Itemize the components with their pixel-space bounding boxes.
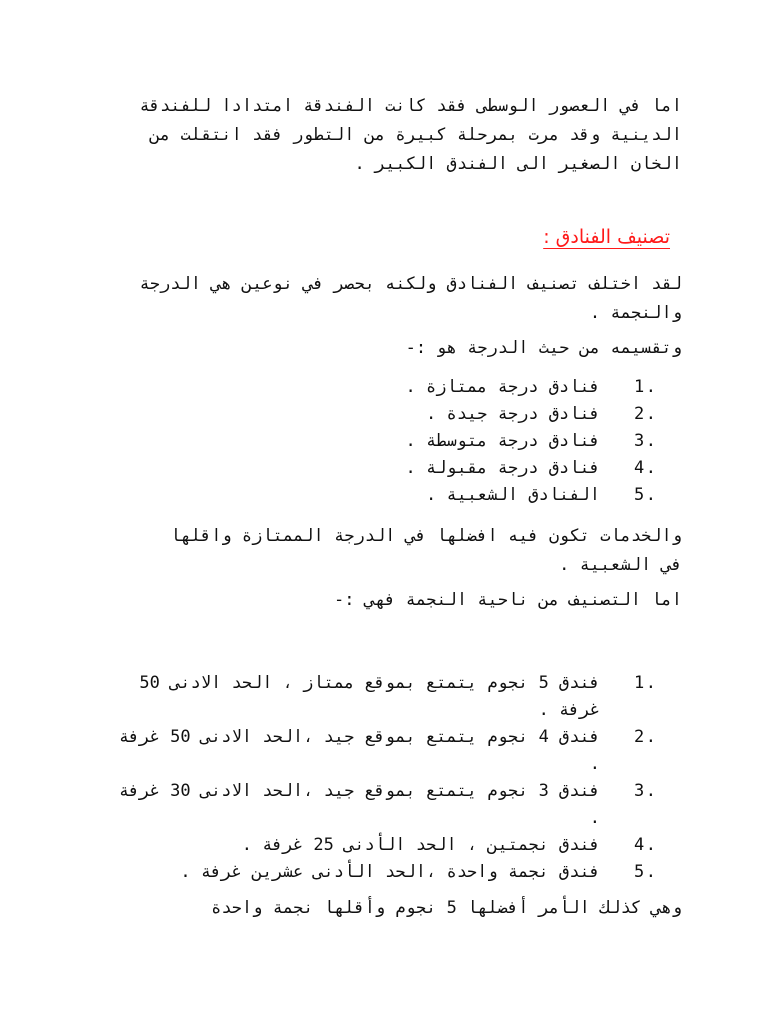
list-item xyxy=(92,832,682,859)
list-text: فندق نجمة واحدة ،الحد الأدنى عشرين غرفة . xyxy=(180,862,600,882)
list-number: 5. xyxy=(634,485,658,505)
list-text: فنادق درجة متوسطة . xyxy=(405,431,600,451)
list-number: 4. xyxy=(634,835,658,855)
list-number: 4. xyxy=(634,458,658,478)
list-text: فنادق درجة مقبولة . xyxy=(405,458,600,478)
list-item xyxy=(406,374,682,401)
list-number: 3. xyxy=(634,781,658,801)
closing-line: وهي كذلك الأمر أفضلها 5 نجوم وأقلها نجمة واحدة xyxy=(211,898,682,918)
list-item xyxy=(92,778,682,832)
list-text: فندق 4 نجوم يتمتع بموقع جيد ،الحد الادنى 50 غرفة . xyxy=(118,727,600,774)
list-item xyxy=(92,724,682,778)
list-item xyxy=(92,670,682,724)
list-text: فنادق درجة جيدة . xyxy=(426,404,600,424)
list-text: فندق 3 نجوم يتمتع بموقع جيد ،الحد الادنى 30 غرفة . xyxy=(118,781,600,828)
list-item xyxy=(406,455,682,482)
paragraph-services: والخدمات تكون فيه افضلها في الدرجة الممتازة واقلها في الشعبية . xyxy=(170,526,682,575)
paragraph-classification-types: لقد اختلف تصنيف الفنادق ولكنه بحصر في نوعين هي الدرجة والنجمة . xyxy=(139,274,682,323)
list-text: فندق نجمتين ، الحد الأدنى 25 غرفة . xyxy=(241,835,600,855)
list-number: 1. xyxy=(634,377,658,397)
list-item xyxy=(406,482,682,509)
list-number: 2. xyxy=(634,727,658,747)
list-number: 2. xyxy=(634,404,658,424)
list-number: 5. xyxy=(634,862,658,882)
list-item xyxy=(406,401,682,428)
degree-list xyxy=(406,374,682,509)
star-intro: اما التصنيف من ناحية النجمة فهي :- xyxy=(334,590,682,610)
list-number: 1. xyxy=(634,673,658,693)
list-text: فنادق درجة ممتازة . xyxy=(405,377,600,397)
paragraph-middle-ages: اما في العصور الوسطى فقد كانت الفندقة امتدادا للفندقة الدينية وقد مرت بمرحلة كبيرة من التطور فقد انتقلت من الخان الصغير الى الفندق الكبير . xyxy=(139,96,682,174)
section-heading-hotel-classification: تصنيف الفنادق : xyxy=(543,226,670,248)
list-item xyxy=(406,428,682,455)
list-item xyxy=(92,859,682,886)
list-text: الفنادق الشعبية . xyxy=(426,485,600,505)
star-list xyxy=(92,670,682,886)
list-text: فندق 5 نجوم يتمتع بموقع ممتاز ، الحد الادنى 50 غرفة . xyxy=(139,673,600,720)
list-number: 3. xyxy=(634,431,658,451)
degree-intro: وتقسيمه من حيث الدرجة هو :- xyxy=(405,338,682,358)
